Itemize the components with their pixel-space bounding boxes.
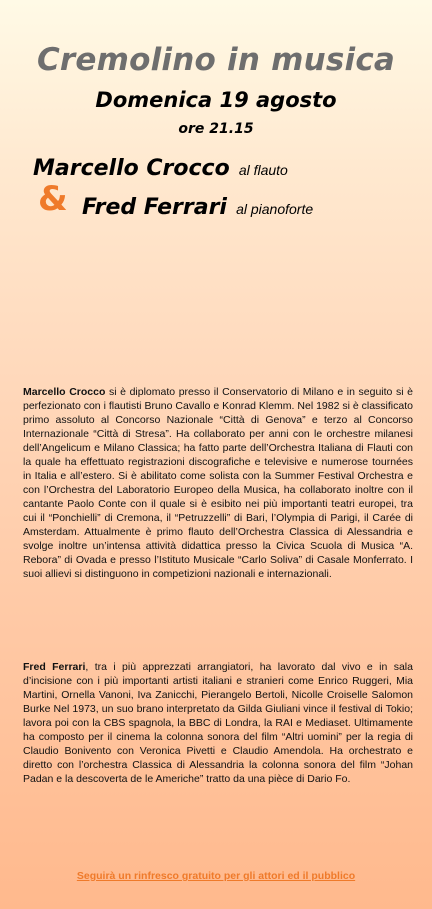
- performer-2: [82, 195, 313, 220]
- event-title: Cremolino in musica: [36, 42, 396, 78]
- performer-2-name: Fred Ferrari: [82, 195, 227, 220]
- ampersand-glyph: &: [38, 179, 68, 219]
- bio-ferrari-text: , tra i più apprezzati arrangiatori, ha lavorato dal vivo e in sala d’incisione con i più importanti artisti italiani e stranieri come Enrico Ruggeri, Mia Martini, Ornella Vanoni, Iva Zanicchi, Pierangelo Bertoli, Nicolle Croiselle Salomon Burke Nel 1973, un suo brano interpretato da Gilda Giuliani vince il festival di Tokio; lavora poi con la CBS spagnola, la BBC di Londra, la RAI e Mediaset. Ultimamente ha composto per il cinema la colonna sonora del film “Altri uomini” per la regia di Claudio Bonivento con Veronica Pivetti e Claudio Amendola. Ha orchestrato e diretto con l’orchestra Classica di Alessandria la colonna sonora del film “Johan Padan e la descoverta de le Americhe” tratto da una pièce di Dario Fo.: [23, 661, 413, 785]
- bio-paragraph-crocco: [23, 385, 413, 581]
- performer-1-name: Marcello Crocco: [33, 156, 230, 181]
- performer-1: [33, 156, 288, 181]
- bio-crocco-name: Marcello Crocco: [23, 386, 106, 398]
- footer-note: Seguirà un rinfresco gratuito per gli attori ed il pubblico: [76, 870, 356, 882]
- performer-2-role: al pianoforte: [236, 201, 314, 217]
- event-date: Domenica 19 agosto: [95, 88, 337, 112]
- event-time: ore 21.15: [178, 121, 254, 137]
- bio-crocco-text: si è diplomato presso il Conservatorio di Milano e in seguito si è perfezionato con i flautisti Bruno Cavallo e Konrad Klemm. Nel 1982 si è classificato primo assoluto al Concorso Nazionale “Città di Genova” e terzo al Concorso Internazionale “Città di Stresa”. Ha collaborato per anni con le orchestre milanesi dell’Angelicum e Milano Classica; ha fatto parte dell’Orchestra Italiana di Flauti con la quale ha effettuato registrazioni discografiche e televisive e numerose tournées in Italia e all’estero. Si è abilitato come solista con la Summer Festival Orchestra e con l’Orchestra del Laboratorio Europeo della Musica, ha collaborato inoltre con il cantante Paolo Conte con il quale si è esibito nei più importanti teatri europei, tra cui il “Ponchielli” di Cremona, il “Petruzzelli” di Bari, l’Olympia di Parigi, il Carée di Amsterdam. Attualmente è primo flauto dell’Orchestra Classica di Alessandria e svolge inoltre un’intensa attività didattica presso la Civica Scuola di Musica “A. Rebora” di Ovada e presso l’Istituto Musicale “Carlo Soliva” di Casale Monferrato. I suoi allievi si distinguono in competizioni nazionali e internazionali.: [23, 386, 413, 580]
- bio-ferrari-name: Fred Ferrari: [23, 661, 86, 673]
- performer-1-role: al flauto: [238, 162, 288, 178]
- bio-paragraph-ferrari: [23, 660, 413, 786]
